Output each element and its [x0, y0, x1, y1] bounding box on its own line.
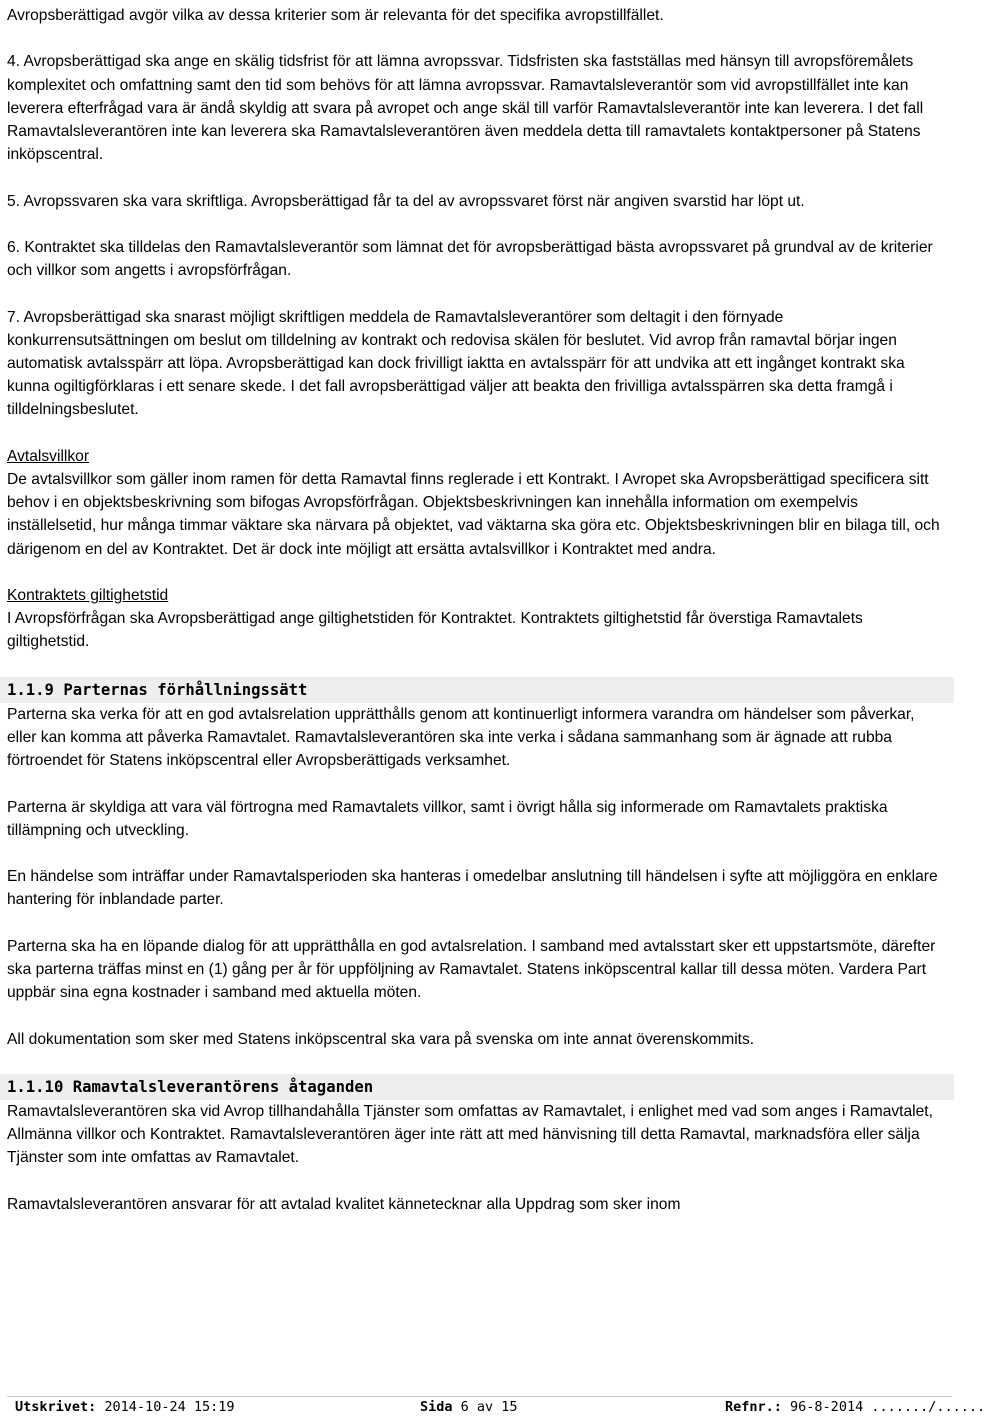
ref-label: Refnr.: [725, 1399, 782, 1415]
intro-paragraph: Avropsberättigad avgör vilka av dessa kriterier som är relevanta för det specifika avropstillfället. [7, 7, 664, 24]
section-1-1-10-paragraph-2: Ramavtalsleverantören ansvarar för att avtalad kvalitet kännetecknar alla Uppdrag som sker inom [7, 1195, 681, 1213]
section-1-1-9-paragraph-5: All dokumentation som sker med Statens inköpscentral ska vara på svenska om inte annat överenskommits. [7, 1030, 755, 1048]
avtalsvillkor-heading: Avtalsvillkor [7, 447, 90, 465]
reference-number [725, 1398, 985, 1416]
page-footer [7, 1396, 985, 1415]
page-number [420, 1398, 518, 1416]
avtalsvillkor-paragraph: De avtalsvillkor som gäller inom ramen för detta Ramavtal finns reglerade i ett Kontrakt. I Avropet ska Avropsberättigad specificera sitt behov i en objektsbeskrivning som bifogas Avropsförfrågan. Objektsbeskrivningen kan innehålla information om exempelvis inställelsetid, hur många timmar väktare ska närvara på objektet, vad väktarna ska göra etc. Objektsbeskrivningen blir en bilaga till, och därigenom en del av Kontraktet. Det är dock inte möjligt att ersätta avtalsvillkor i Kontraktet med andra. [7, 470, 940, 558]
giltighetstid-heading: Kontraktets giltighetstid [7, 586, 169, 604]
item-7-paragraph: 7. Avropsberättigad ska snarast möjligt skriftligen meddela de Ramavtalsleverantörer som deltagit i den förnyade konkurrensutsättningen om beslut om tilldelning av kontrakt och redovisa skälen för beslutet. Vid avrop från ramavtal börjar ingen automatisk avtalsspärr att löpa. Avropsberättigad kan dock frivilligt iaktta en avtalsspärr för att undvika att ett ingånget kontrakt ska kunna ogiltigförklaras i ett senare skede. I det fall avropsberättigad väljer att beakta den frivilliga avtalsspärren ska detta framgå i tilldelningsbeslutet. [7, 308, 905, 419]
section-1-1-9-paragraph-4: Parterna ska ha en löpande dialog för att upprätthålla en god avtalsrelation. I samband med avtalsstart sker ett uppstartsmöte, därefter ska parterna träffas minst en (1) gång per år för uppföljning av Ramavtalet. Statens inköpscentral kallar till dessa möten. Vardera Part uppbär sina egna kostnader i samband med aktuella möten. [7, 937, 936, 1002]
section-1-1-9-paragraph-3: En händelse som inträffar under Ramavtalsperioden ska hanteras i omedelbar anslutning till händelsen i syfte att möjliggöra en enklare hantering för inblandade parter. [7, 868, 938, 909]
item-6-paragraph: 6. Kontraktet ska tilldelas den Ramavtalsleverantör som lämnat det för avropsberättigad bästa avropssvaret på grundval av de kriterier och villkor som angetts i avropsförfrågan. [7, 238, 933, 280]
printed-label: Utskrivet: [15, 1399, 97, 1415]
ref-value: 96-8-2014 ......./...... [790, 1399, 985, 1415]
item-4-paragraph: 4. Avropsberättigad ska ange en skälig tidsfrist för att lämna avropssvar. Tidsfristen ska fastställas med hänsyn till avropsföremålets komplexitet och omfattning samt den tid som behövs för att lämna avropssvar. Ramavtalsleverantör som vid avropstillfället inte kan leverera efterfrågad vara är ändå skyldig att svara på avropet och ange skäl till varför Ramavtalsleverantör inte kan leverera. I det fall Ramavtalsleverantören inte kan leverera ska Ramavtalsleverantören även meddela detta till ramavtalets kontaktpersoner på Statens inköpscentral. [7, 53, 924, 164]
section-1-1-10-paragraph-1: Ramavtalsleverantören ska vid Avrop tillhandahålla Tjänster som omfattas av Ramavtalet, i enlighet med vad som anges i Ramavtalet, Allmänna villkor och Kontraktet. Ramavtalsleverantören äger inte rätt att med hänvisning till detta Ramavtal, marknadsföra eller sälja Tjänster som inte omfattas av Ramavtalet. [7, 1102, 933, 1167]
section-1-1-9-paragraph-1: Parterna ska verka för att en god avtalsrelation upprätthålls genom att kontinuerligt informera varandra om händelser som påverkar, eller kan komma att påverka Ramavtalet. Ramavtalsleverantören ska inte verka i sådana sammanhang som är ägnade att rubba förtroendet för Statens inköpscentral eller Avropsberättigads verksamhet. [7, 705, 915, 770]
printed-value: 2014-10-24 15:19 [104, 1399, 235, 1415]
page-label: Sida [420, 1399, 453, 1415]
section-1-1-9-heading: 1.1.9 Parternas förhållningssätt [0, 677, 954, 703]
item-5-paragraph: 5. Avropssvaren ska vara skriftliga. Avropsberättigad får ta del av avropssvaret först när angiven svarstid har löpt ut. [7, 192, 805, 210]
document-body [7, 4, 947, 1216]
section-1-1-9-paragraph-2: Parterna är skyldiga att vara väl förtrogna med Ramavtalets villkor, samt i övrigt hålla sig informerade om Ramavtalets praktiska tillämpning och utveckling. [7, 798, 888, 839]
page-value: 6 av 15 [460, 1399, 518, 1415]
giltighetstid-paragraph: I Avropsförfrågan ska Avropsberättigad ange giltighetstiden för Kontraktet. Kontraktets giltighetstid får överstiga Ramavtalets giltighetstid. [7, 610, 863, 651]
section-1-1-10-heading: 1.1.10 Ramavtalsleverantörens åtaganden [0, 1074, 954, 1100]
printed-date [15, 1398, 234, 1416]
